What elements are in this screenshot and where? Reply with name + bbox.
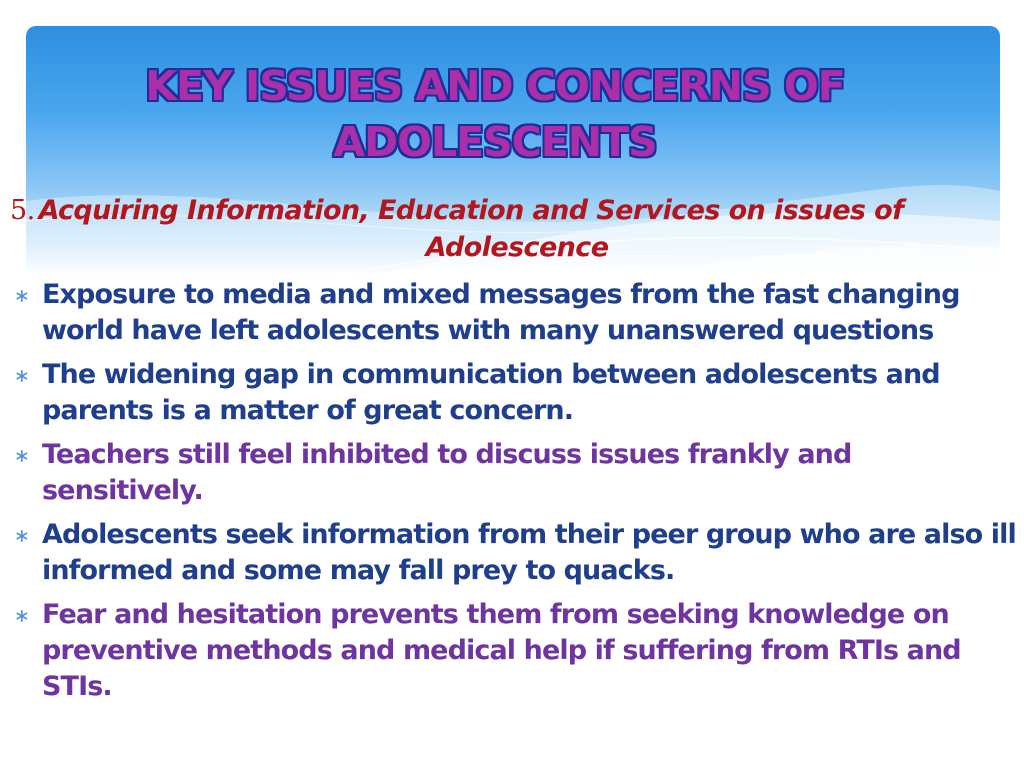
bullet-text: Adolescents seek information from their peer group who are also ill informed and some may fall prey to quacks. <box>42 519 1016 586</box>
bullet-text: Exposure to media and mixed messages from the fast changing world have left adolescents with many unanswered questions <box>42 279 960 346</box>
bullet-text: The widening gap in communication between adolescents and parents is a matter of great concern. <box>42 359 940 426</box>
bullet-item-communication-gap <box>10 357 1018 429</box>
asterisk-bullet-icon: ∗ <box>14 605 30 627</box>
section-heading-text-1: Acquiring Information, Education and Services on issues of <box>38 195 904 226</box>
asterisk-bullet-icon: ∗ <box>14 365 30 387</box>
slide-title-line-1: KEY ISSUES AND CONCERNS OF <box>145 62 845 110</box>
asterisk-bullet-icon: ∗ <box>14 525 30 547</box>
asterisk-bullet-icon: ∗ <box>14 445 30 467</box>
slide-title-line-2: ADOLESCENTS <box>333 118 657 166</box>
section-heading-line-1 <box>10 192 1018 229</box>
bullet-text: Fear and hesitation prevents them from seeking knowledge on preventive methods and medical help if suffering from RTIs and STIs. <box>42 599 961 702</box>
bullet-list <box>10 277 1018 713</box>
section-heading <box>10 192 1018 266</box>
bullet-item-fear-hesitation <box>10 597 1018 705</box>
bullet-text: Teachers still feel inhibited to discuss issues frankly and sensitively. <box>42 439 852 506</box>
bullet-item-media-exposure <box>10 277 1018 349</box>
bullet-item-teachers-inhibited <box>10 437 1018 509</box>
bullet-item-peer-group <box>10 517 1018 589</box>
asterisk-bullet-icon: ∗ <box>14 285 30 307</box>
section-heading-line-2: Adolescence <box>425 232 609 263</box>
section-number: 5. <box>10 195 35 226</box>
slide-title <box>60 58 930 170</box>
